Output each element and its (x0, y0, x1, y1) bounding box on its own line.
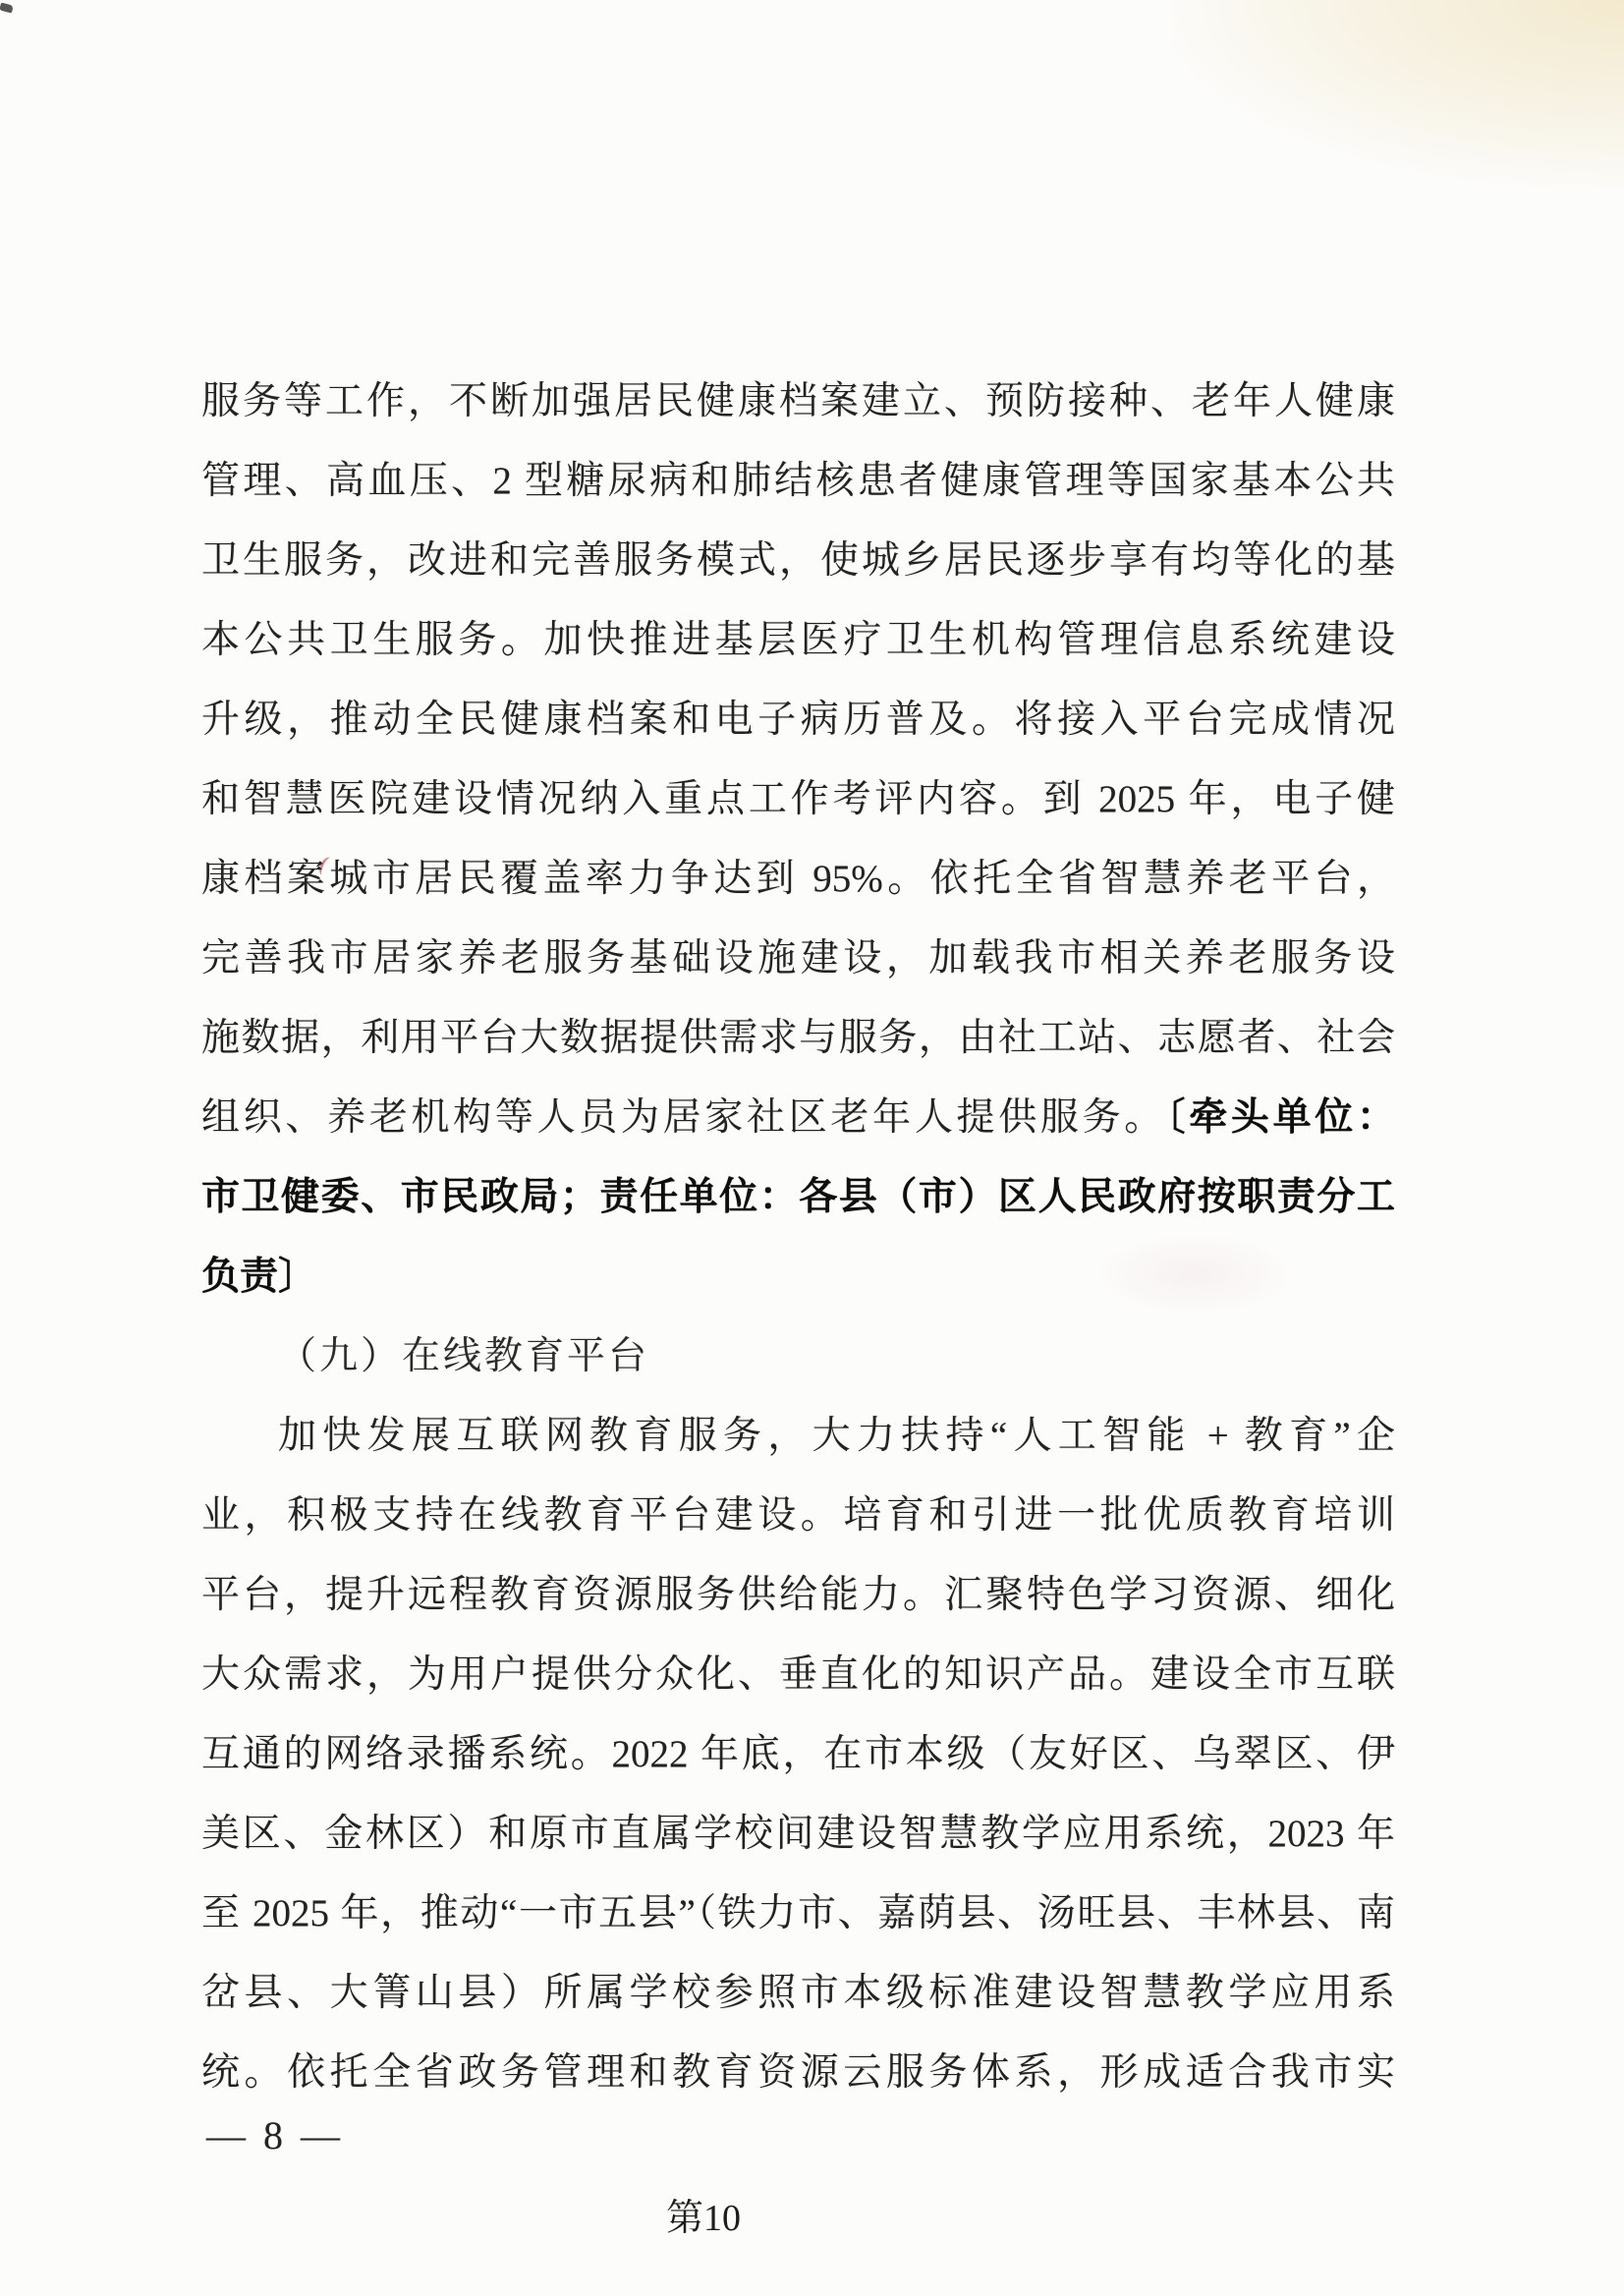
text-run: 互通的网络录播系统。2022 年底，在市本级（友好区、乌翠区、伊 (201, 1733, 1395, 1775)
text-line (201, 1555, 1395, 1635)
scan-corner-tint (1172, 0, 1624, 187)
text-line (201, 1794, 1395, 1874)
bold-text-run: 市卫健委、市民政局；责任单位：各县（市）区人民政府按职责分工 (201, 1176, 1395, 1218)
text-line (201, 521, 1395, 600)
text-run: 组织、养老机构等人员为居家社区老年人提供服务。 (201, 1096, 1166, 1139)
text-line (201, 441, 1395, 521)
text-line (201, 1874, 1395, 1953)
scan-speck-artifact (0, 3, 14, 14)
text-line (201, 2033, 1395, 2112)
bold-text-run: 〔牵头单位： (1166, 1096, 1395, 1139)
text-run: 升级，推动全民健康档案和电子病历普及。将接入平台完成情况 (201, 699, 1395, 741)
text-run: 至 2025 年，推动“一市五县”（铁力市、嘉荫县、汤旺县、丰林县、南 (201, 1892, 1395, 1934)
text-run: 本公共卫生服务。加快推进基层医疗卫生机构管理信息系统建设 (201, 619, 1395, 661)
text-run: 卫生服务，改进和完善服务模式，使城乡居民逐步享有均等化的基 (201, 539, 1395, 582)
text-run: 施数据，利用平台大数据提供需求与服务，由社工站、志愿者、社会 (201, 1017, 1395, 1059)
text-line (201, 1396, 1395, 1476)
text-line (201, 1635, 1395, 1714)
text-line (201, 998, 1395, 1078)
text-line (201, 1078, 1395, 1157)
text-run: （九）在线教育平台 (278, 1335, 650, 1377)
footer-page-number: — 8 — (206, 2113, 344, 2157)
text-line (201, 680, 1395, 759)
text-run: 管理、高血压、2 型糖尿病和肺结核患者健康管理等国家基本公共 (201, 460, 1395, 502)
text-run: 完善我市居家养老服务基础设施建设，加载我市相关养老服务设 (201, 937, 1395, 980)
text-line (201, 600, 1395, 680)
text-run: 和智慧医院建设情况纳入重点工作考评内容。到 2025 年，电子健 (201, 778, 1395, 820)
text-run: 大众需求，为用户提供分众化、垂直化的知识产品。建设全市互联 (201, 1653, 1395, 1696)
bold-text-run: 负责〕 (201, 1256, 317, 1298)
text-run: 业，积极支持在线教育平台建设。培育和引进一批优质教育培训 (201, 1494, 1395, 1537)
text-line (201, 362, 1395, 441)
text-run: 加快发展互联网教育服务，大力扶持“人工智能 + 教育”企 (278, 1415, 1395, 1457)
text-line (201, 1157, 1395, 1237)
text-run: 统。依托全省政务管理和教育资源云服务体系，形成适合我市实 (201, 2051, 1395, 2094)
text-run: 平台，提升远程教育资源服务供给能力。汇聚特色学习资源、细化 (201, 1574, 1395, 1616)
text-line (201, 1953, 1395, 2033)
text-line (201, 839, 1395, 919)
text-run: 服务等工作，不断加强居民健康档案建立、预防接种、老年人健康 (201, 380, 1395, 422)
text-run: 岔县、大箐山县）所属学校参照市本级标准建设智慧教学应用系 (201, 1972, 1395, 2014)
text-line (201, 919, 1395, 998)
page-stamp-number: 第10 (666, 2198, 742, 2239)
text-line (201, 1237, 1395, 1316)
document-text (201, 362, 1395, 2112)
text-line (201, 1714, 1395, 1794)
text-line (201, 1476, 1395, 1555)
text-run: 康档案城市居民覆盖率力争达到 95%。依托全省智慧养老平台， (201, 858, 1395, 900)
text-run: 美区、金林区）和原市直属学校间建设智慧教学应用系统，2023 年 (201, 1813, 1395, 1855)
section-heading (201, 1316, 1395, 1396)
text-line (201, 759, 1395, 839)
